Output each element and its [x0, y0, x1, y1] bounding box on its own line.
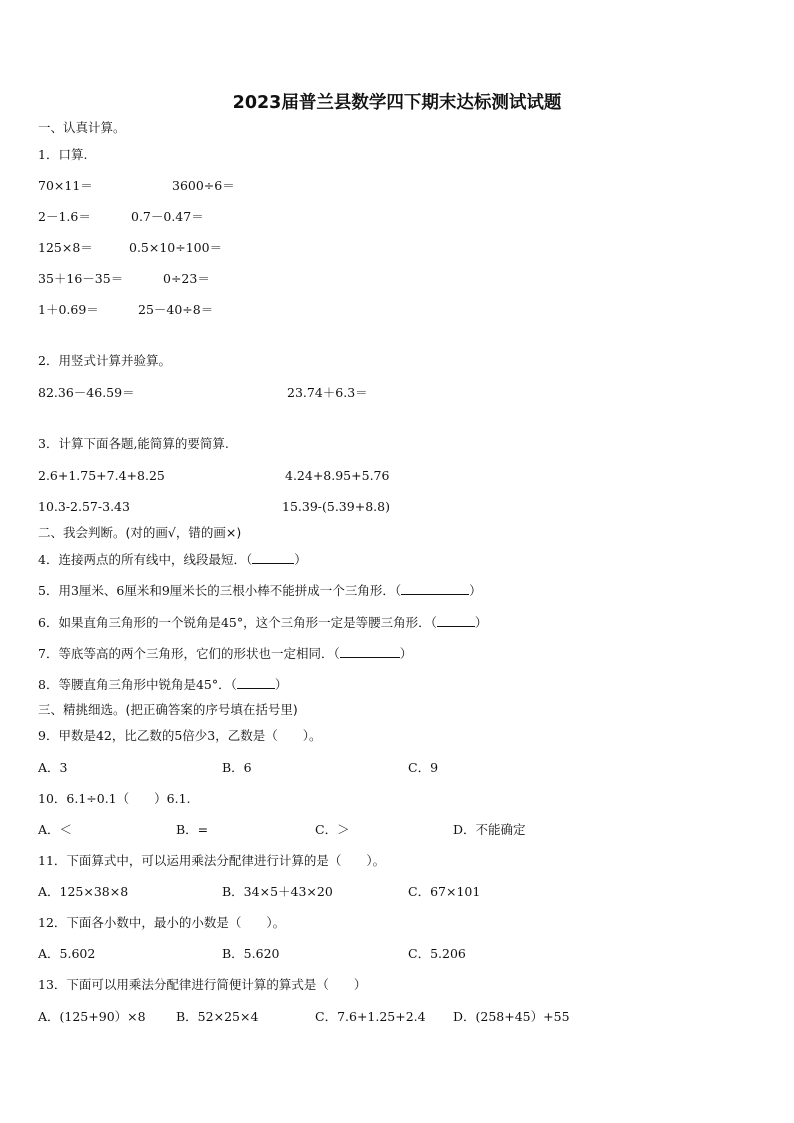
choice-question: 10．6.1÷0.1（ ）6.1.	[38, 791, 191, 806]
judge-question-text: 5．用3厘米、6厘米和9厘米长的三根小棒不能拼成一个三角形．（	[38, 583, 402, 598]
simplify-problem: 2.6+1.75+7.4+8.25	[38, 468, 165, 483]
answer-blank[interactable]	[252, 551, 294, 564]
judge-question	[38, 582, 482, 599]
judge-question	[38, 676, 287, 693]
judge-question-text: 7．等底等高的两个三角形，它们的形状也一定相同．（	[38, 646, 340, 661]
choice-option[interactable]: B．5.620	[222, 946, 280, 961]
question-3-prompt: 3．计算下面各题,能简算的要简算.	[38, 436, 229, 451]
judge-close-paren: ）	[294, 552, 307, 567]
choice-option[interactable]: A．(125+90）×8	[38, 1009, 146, 1024]
choice-question: 9．甲数是42，比乙数的5倍少3，乙数是（ ）。	[38, 728, 322, 743]
oral-problem: 125×8＝	[38, 240, 93, 255]
answer-blank[interactable]	[437, 614, 475, 627]
choice-option[interactable]: C．9	[408, 760, 439, 775]
oral-problem: 25－40÷8＝	[138, 302, 214, 317]
judge-question	[38, 614, 487, 631]
vertical-problem: 23.74＋6.3＝	[287, 385, 368, 400]
choice-question: 13．下面可以用乘法分配律进行简便计算的算式是（ ）	[38, 977, 367, 992]
question-2-prompt: 2．用竖式计算并验算。	[38, 353, 171, 368]
judge-question-text: 8．等腰直角三角形中锐角是45°．（	[38, 677, 237, 692]
choice-option[interactable]: A．5.602	[38, 946, 96, 961]
oral-problem: 0.5×10÷100＝	[129, 240, 223, 255]
vertical-problem: 82.36－46.59＝	[38, 385, 135, 400]
judge-question	[38, 551, 307, 568]
judge-question	[38, 645, 412, 662]
answer-blank[interactable]	[340, 645, 400, 658]
oral-problem: 2－1.6＝	[38, 209, 91, 224]
judge-close-paren: ）	[474, 615, 488, 630]
section-heading-calculation: 一、认真计算。	[38, 120, 126, 135]
section-heading-judgement: 二、我会判断。(对的画√，错的画×)	[38, 525, 242, 540]
choice-option[interactable]: A．＜	[38, 822, 73, 837]
judge-close-paren: ）	[274, 677, 288, 692]
choice-option[interactable]: A．3	[38, 760, 68, 775]
judge-question-text: 4．连接两点的所有线中，线段最短．（	[38, 552, 253, 567]
answer-blank[interactable]	[237, 676, 275, 689]
choice-option[interactable]: C．5.206	[408, 946, 466, 961]
simplify-problem: 4.24+8.95+5.76	[285, 468, 390, 483]
oral-problem: 0÷23＝	[163, 271, 210, 286]
oral-problem: 35＋16－35＝	[38, 271, 124, 286]
choice-option[interactable]: A．125×38×8	[38, 884, 129, 899]
choice-option[interactable]: C．＞	[315, 822, 350, 837]
choice-question: 11．下面算式中，可以运用乘法分配律进行计算的是（ ）。	[38, 853, 386, 868]
choice-question: 12．下面各小数中，最小的小数是（ ）。	[38, 915, 286, 930]
choice-option[interactable]: C．7.6+1.25+2.4	[315, 1009, 426, 1024]
answer-blank[interactable]	[401, 582, 469, 595]
choice-option[interactable]: D．(258+45）+55	[453, 1009, 570, 1024]
choice-option[interactable]: C．67×101	[408, 884, 481, 899]
page-title: 2023届普兰县数学四下期末达标测试试题	[232, 93, 562, 113]
judge-close-paren: ）	[469, 583, 482, 598]
simplify-problem: 10.3-2.57-3.43	[38, 499, 130, 514]
choice-option[interactable]: B．34×5＋43×20	[222, 884, 333, 899]
simplify-problem: 15.39-(5.39+8.8)	[282, 499, 390, 514]
oral-problem: 0.7－0.47＝	[131, 209, 204, 224]
judge-question-text: 6．如果直角三角形的一个锐角是45°，这个三角形一定是等腰三角形．（	[38, 615, 437, 630]
choice-option[interactable]: B．52×25×4	[176, 1009, 259, 1024]
choice-option[interactable]: B．6	[222, 760, 252, 775]
judge-close-paren: ）	[399, 646, 413, 661]
question-1-prompt: 1．口算.	[38, 147, 88, 162]
oral-problem: 70×11＝	[38, 178, 93, 193]
choice-option[interactable]: B．=	[176, 822, 209, 837]
oral-problem: 1＋0.69＝	[38, 302, 99, 317]
oral-problem: 3600÷6＝	[172, 178, 235, 193]
choice-option[interactable]: D．不能确定	[453, 822, 526, 837]
section-heading-multiple-choice: 三、精挑细选。(把正确答案的序号填在括号里)	[38, 702, 298, 717]
